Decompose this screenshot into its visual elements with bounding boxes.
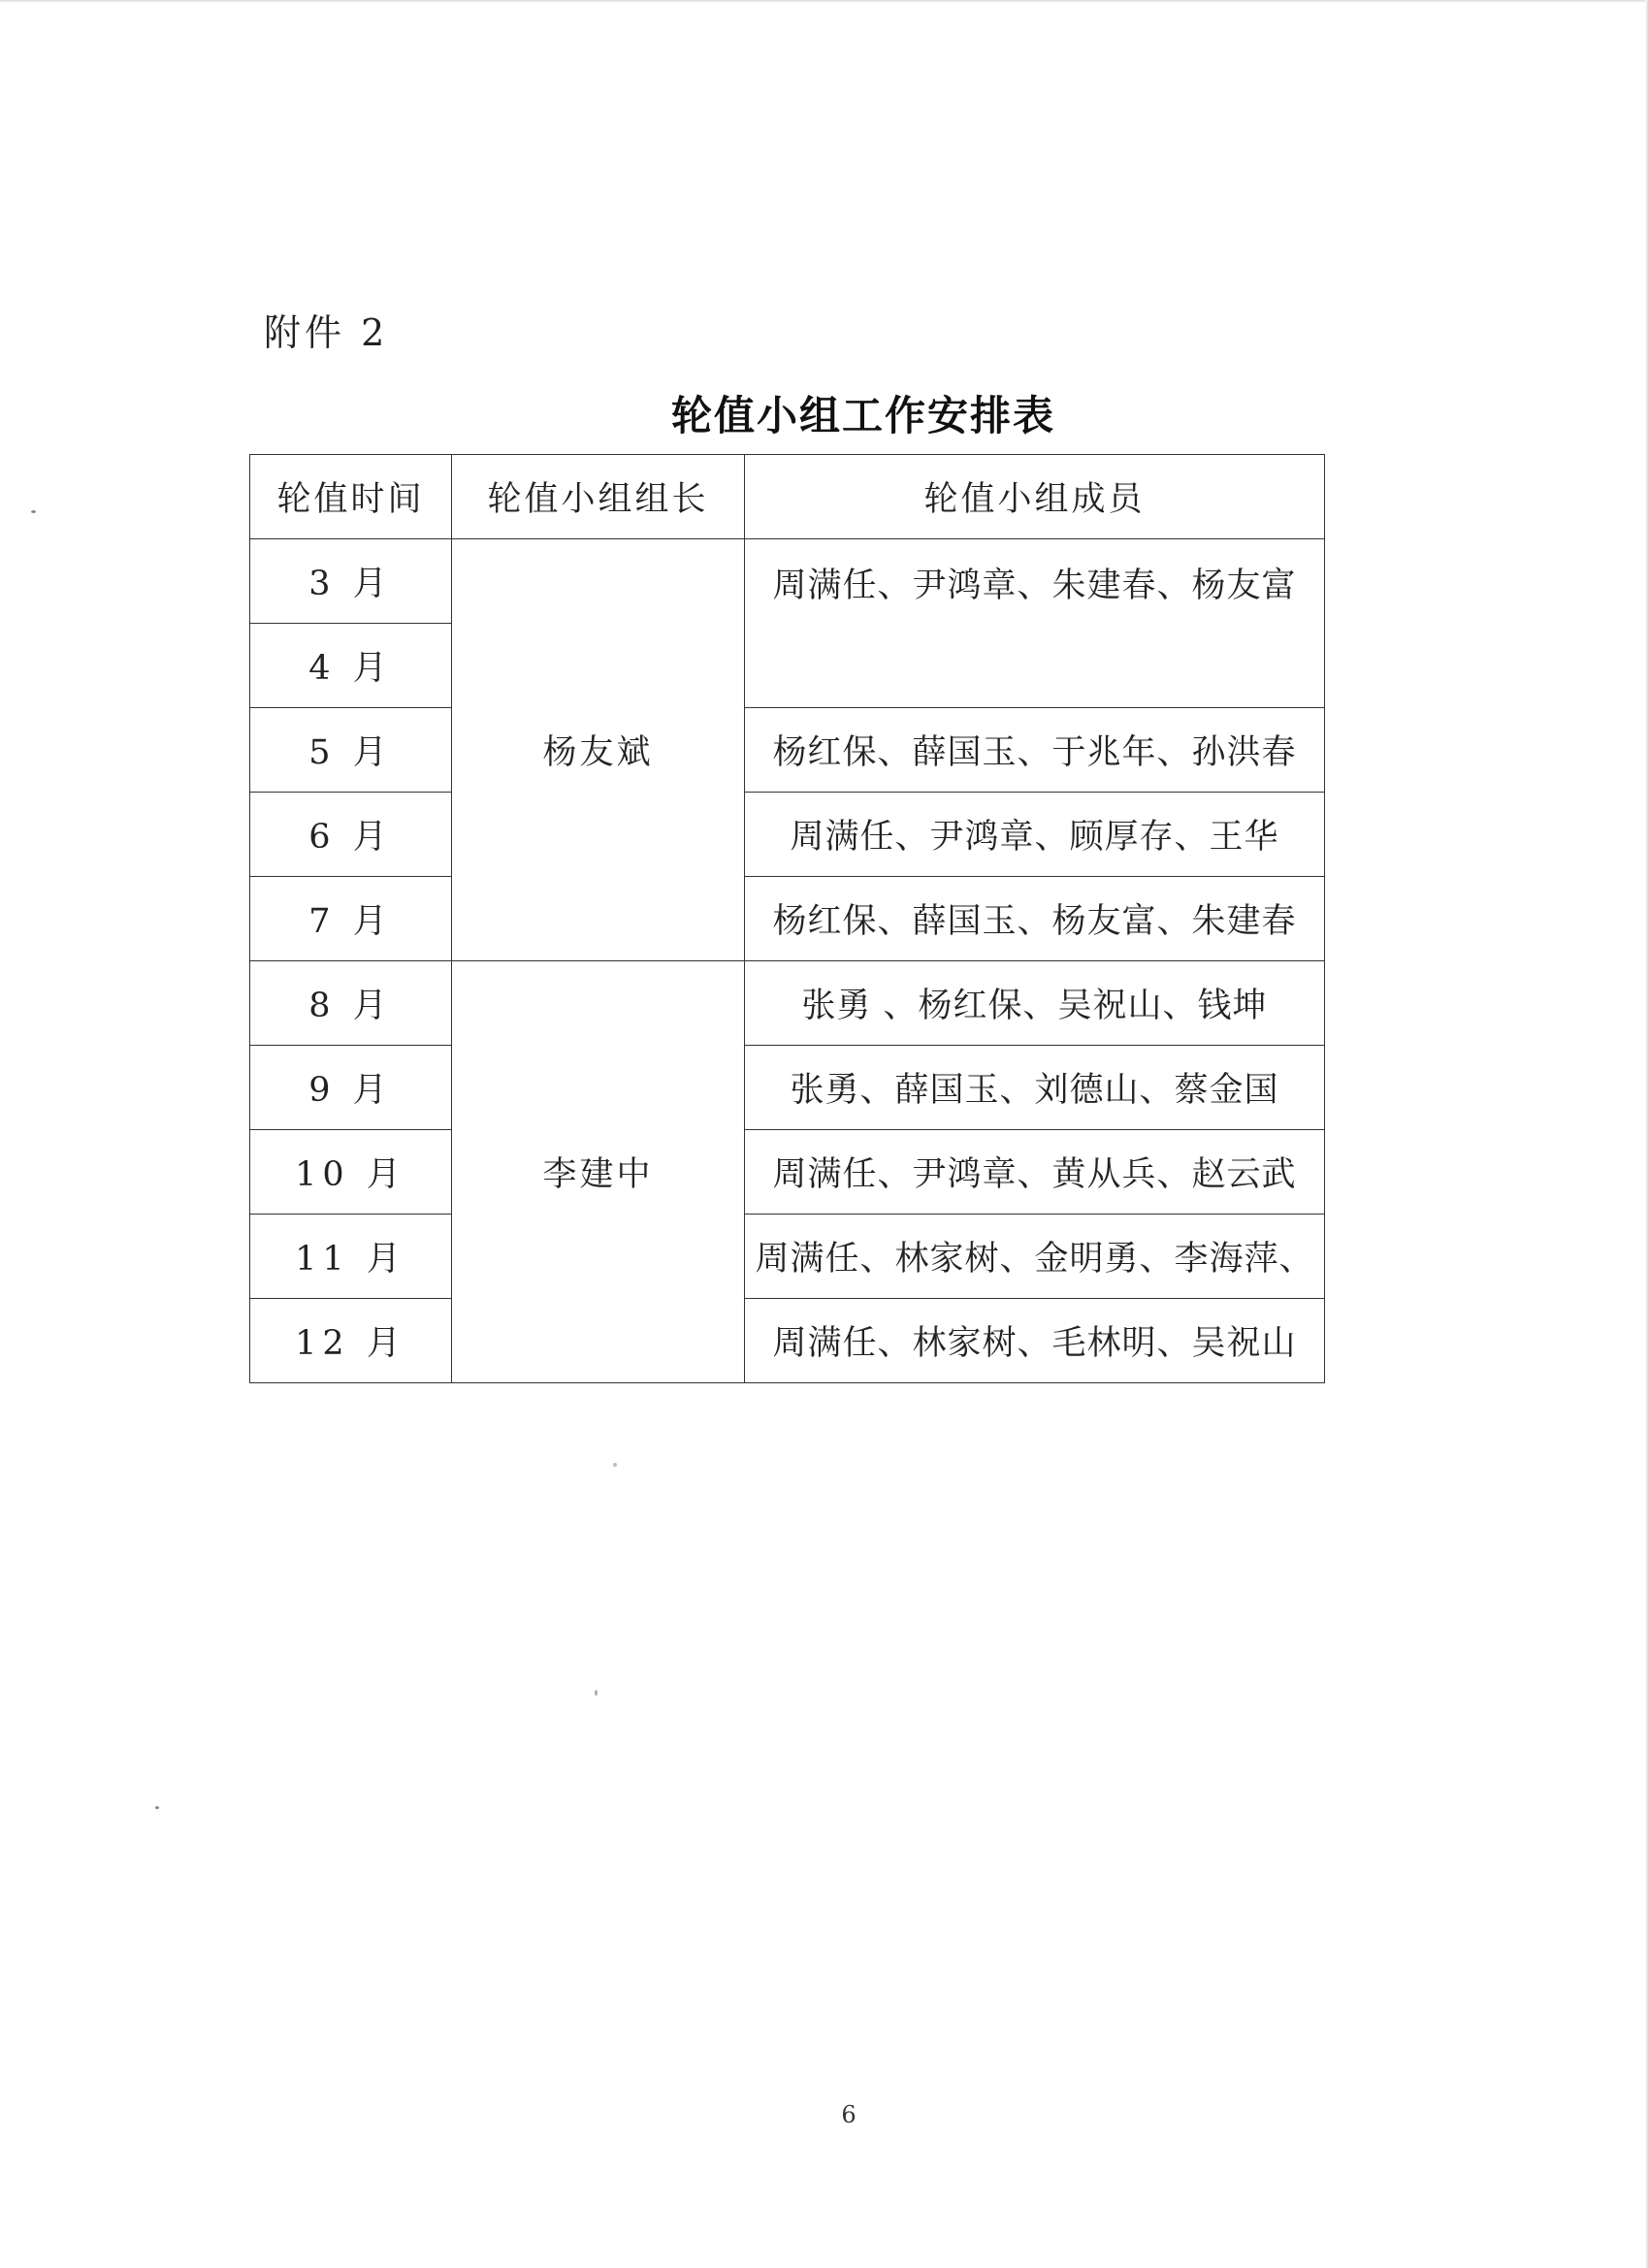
- members-cell: 周满任、林家树、金明勇、李海萍、: [745, 1215, 1325, 1299]
- month-cell: 4 月: [250, 624, 452, 708]
- table-header-row: [250, 455, 1325, 539]
- scan-edge-right: [1645, 0, 1649, 2268]
- table-row: [250, 877, 1325, 961]
- header-duty-time: 轮值时间: [250, 455, 452, 539]
- leader-cell: 杨友斌: [452, 539, 745, 961]
- members-cell: 张勇 、杨红保、吴祝山、钱坤: [745, 961, 1325, 1046]
- members-cell: 周满任、林家树、毛林明、吴祝山: [745, 1299, 1325, 1383]
- scan-edge-top: [0, 0, 1649, 3]
- table-row: [250, 708, 1325, 793]
- header-group-members: 轮值小组成员: [745, 455, 1325, 539]
- table-row: [250, 961, 1325, 1046]
- header-group-leader: 轮值小组组长: [452, 455, 745, 539]
- document-title: 轮值小组工作安排表: [670, 392, 1055, 439]
- table-row: [250, 793, 1325, 877]
- month-cell: 10 月: [250, 1130, 452, 1215]
- members-cell: 周满任、尹鸿章、朱建春、杨友富: [745, 539, 1325, 708]
- month-cell: 5 月: [250, 708, 452, 793]
- scan-speck: [155, 1806, 159, 1809]
- month-cell: 11 月: [250, 1215, 452, 1299]
- members-cell: 杨红保、薛国玉、杨友富、朱建春: [745, 877, 1325, 961]
- page-number: 6: [841, 2101, 857, 2128]
- members-cell: 杨红保、薛国玉、于兆年、孙洪春: [745, 708, 1325, 793]
- month-cell: 7 月: [250, 877, 452, 961]
- month-cell: 3 月: [250, 539, 452, 624]
- table-row: [250, 1215, 1325, 1299]
- members-cell: 张勇、薛国玉、刘德山、蔡金国: [745, 1046, 1325, 1130]
- members-cell: 周满任、尹鸿章、黄从兵、赵云武: [745, 1130, 1325, 1215]
- month-cell: 8 月: [250, 961, 452, 1046]
- table-row: [250, 539, 1325, 624]
- month-cell: 6 月: [250, 793, 452, 877]
- month-cell: 12 月: [250, 1299, 452, 1383]
- scan-speck: [31, 510, 36, 513]
- table-row: [250, 1299, 1325, 1383]
- duty-schedule-table: [249, 454, 1325, 1383]
- table-row: [250, 1130, 1325, 1215]
- table-row: [250, 1046, 1325, 1130]
- scan-speck: [613, 1463, 617, 1467]
- members-cell: 周满任、尹鸿章、顾厚存、王华: [745, 793, 1325, 877]
- month-cell: 9 月: [250, 1046, 452, 1130]
- attachment-label: 附件 2: [264, 311, 389, 354]
- leader-cell: 李建中: [452, 961, 745, 1383]
- scan-speck: [595, 1690, 598, 1696]
